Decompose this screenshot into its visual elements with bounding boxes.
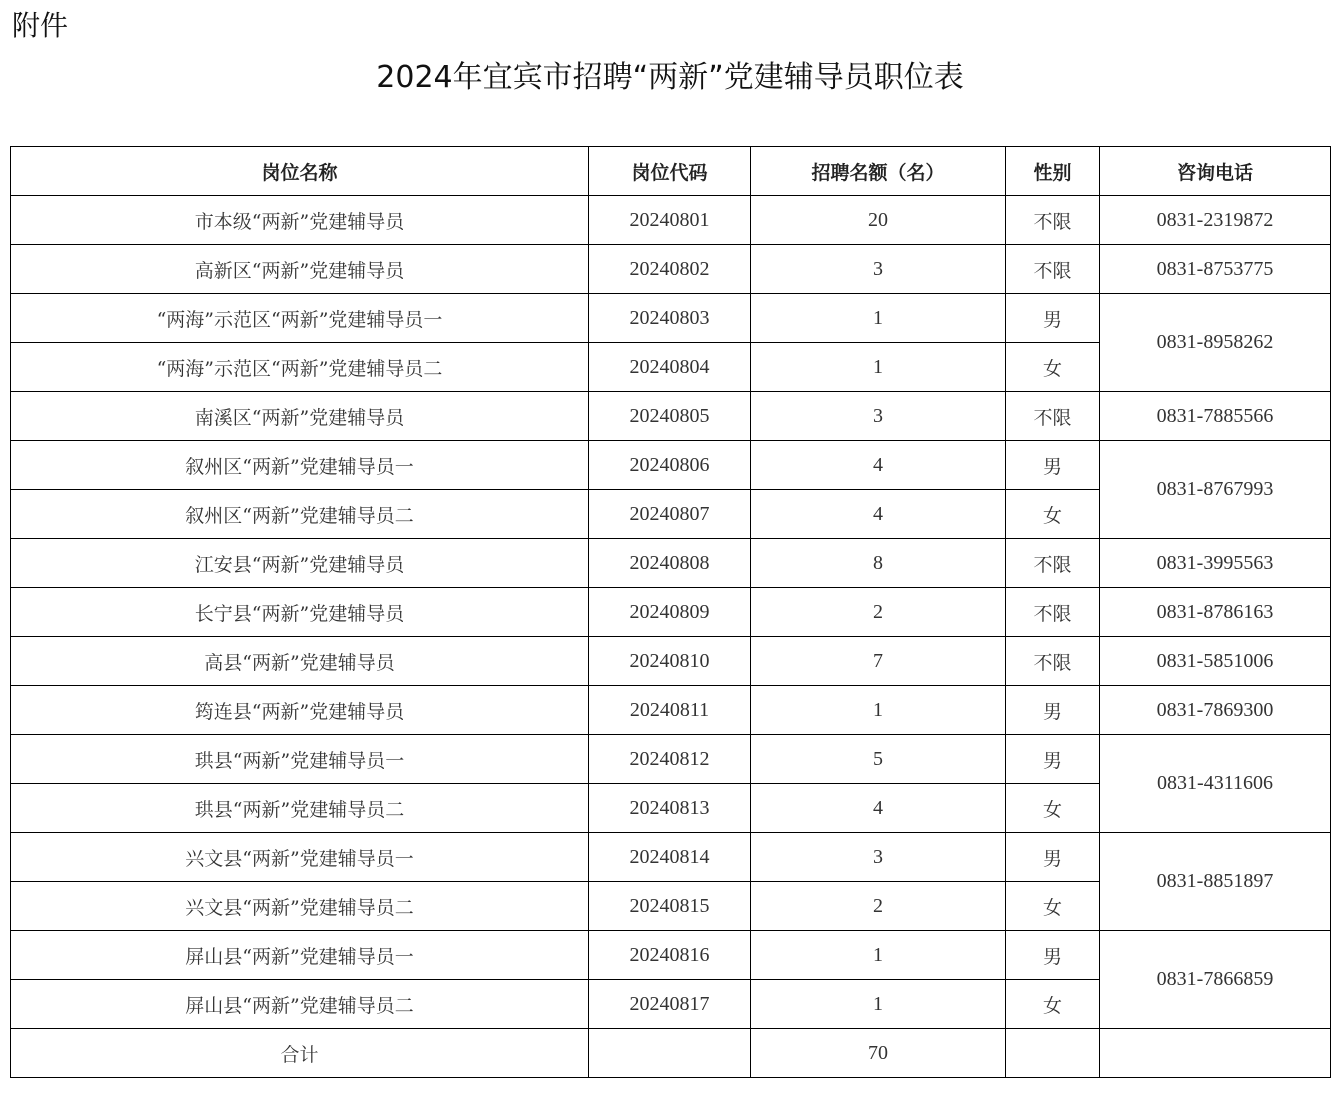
gender: 女: [1006, 490, 1100, 539]
position-code: 20240814: [589, 833, 751, 882]
quota-count: 1: [751, 686, 1006, 735]
total-code-empty: [589, 1029, 751, 1078]
position-name: 叙州区“两新”党建辅导员二: [11, 490, 589, 539]
position-code: 20240816: [589, 931, 751, 980]
position-code: 20240807: [589, 490, 751, 539]
header-quota: 招聘名额（名）: [751, 147, 1006, 196]
phone-number: 0831-5851006: [1100, 637, 1331, 686]
position-code: 20240813: [589, 784, 751, 833]
phone-number: 0831-2319872: [1100, 196, 1331, 245]
total-label: 合计: [11, 1029, 589, 1078]
quota-count: 20: [751, 196, 1006, 245]
position-code: 20240815: [589, 882, 751, 931]
position-name: “两海”示范区“两新”党建辅导员二: [11, 343, 589, 392]
quota-count: 1: [751, 343, 1006, 392]
position-code: 20240806: [589, 441, 751, 490]
position-code: 20240817: [589, 980, 751, 1029]
header-phone: 咨询电话: [1100, 147, 1331, 196]
gender: 不限: [1006, 245, 1100, 294]
gender: 不限: [1006, 637, 1100, 686]
quota-count: 1: [751, 294, 1006, 343]
quota-count: 7: [751, 637, 1006, 686]
position-name: 南溪区“两新”党建辅导员: [11, 392, 589, 441]
position-code: 20240808: [589, 539, 751, 588]
phone-number: 0831-7869300: [1100, 686, 1331, 735]
position-name: 筠连县“两新”党建辅导员: [11, 686, 589, 735]
position-code: 20240811: [589, 686, 751, 735]
total-quota: 70: [751, 1029, 1006, 1078]
position-code: 20240803: [589, 294, 751, 343]
quota-count: 5: [751, 735, 1006, 784]
gender: 女: [1006, 343, 1100, 392]
table-row: [11, 196, 1331, 245]
table-row: [11, 833, 1331, 882]
table-row: [11, 931, 1331, 980]
table-row: [11, 686, 1331, 735]
position-name: 长宁县“两新”党建辅导员: [11, 588, 589, 637]
phone-number: 0831-8851897: [1100, 833, 1331, 931]
position-name: 兴文县“两新”党建辅导员一: [11, 833, 589, 882]
gender: 女: [1006, 980, 1100, 1029]
position-name: 江安县“两新”党建辅导员: [11, 539, 589, 588]
phone-number: 0831-7866859: [1100, 931, 1331, 1029]
position-name: 市本级“两新”党建辅导员: [11, 196, 589, 245]
table-row: [11, 441, 1331, 490]
table-row: [11, 294, 1331, 343]
phone-number: 0831-3995563: [1100, 539, 1331, 588]
table-row: [11, 392, 1331, 441]
page-title: 2024年宜宾市招聘“两新”党建辅导员职位表: [376, 60, 964, 95]
position-name: “两海”示范区“两新”党建辅导员一: [11, 294, 589, 343]
quota-count: 1: [751, 980, 1006, 1029]
total-row: [11, 1029, 1331, 1078]
quota-count: 1: [751, 931, 1006, 980]
gender: 不限: [1006, 588, 1100, 637]
table-header-row: [11, 147, 1331, 196]
position-name: 屏山县“两新”党建辅导员一: [11, 931, 589, 980]
position-table: [10, 146, 1331, 1078]
position-name: 兴文县“两新”党建辅导员二: [11, 882, 589, 931]
quota-count: 3: [751, 392, 1006, 441]
gender: 男: [1006, 735, 1100, 784]
quota-count: 3: [751, 833, 1006, 882]
phone-number: 0831-8753775: [1100, 245, 1331, 294]
gender: 男: [1006, 931, 1100, 980]
position-name: 高新区“两新”党建辅导员: [11, 245, 589, 294]
phone-number: 0831-8958262: [1100, 294, 1331, 392]
position-name: 叙州区“两新”党建辅导员一: [11, 441, 589, 490]
gender: 女: [1006, 784, 1100, 833]
position-code: 20240801: [589, 196, 751, 245]
position-code: 20240812: [589, 735, 751, 784]
quota-count: 2: [751, 588, 1006, 637]
quota-count: 8: [751, 539, 1006, 588]
phone-number: 0831-8786163: [1100, 588, 1331, 637]
gender: 不限: [1006, 392, 1100, 441]
position-code: 20240810: [589, 637, 751, 686]
table-row: [11, 588, 1331, 637]
phone-number: 0831-7885566: [1100, 392, 1331, 441]
header-position-name: 岗位名称: [11, 147, 589, 196]
position-name: 珙县“两新”党建辅导员一: [11, 735, 589, 784]
position-name: 高县“两新”党建辅导员: [11, 637, 589, 686]
table-row: [11, 735, 1331, 784]
table-row: [11, 539, 1331, 588]
gender: 女: [1006, 882, 1100, 931]
position-code: 20240804: [589, 343, 751, 392]
position-code: 20240802: [589, 245, 751, 294]
attachment-label: 附件: [12, 9, 69, 42]
table-row: [11, 637, 1331, 686]
position-code: 20240809: [589, 588, 751, 637]
gender: 男: [1006, 686, 1100, 735]
quota-count: 4: [751, 784, 1006, 833]
gender: 男: [1006, 441, 1100, 490]
gender: 男: [1006, 294, 1100, 343]
table-row: [11, 245, 1331, 294]
phone-number: 0831-4311606: [1100, 735, 1331, 833]
quota-count: 3: [751, 245, 1006, 294]
gender: 不限: [1006, 196, 1100, 245]
header-position-code: 岗位代码: [589, 147, 751, 196]
quota-count: 4: [751, 490, 1006, 539]
gender: 不限: [1006, 539, 1100, 588]
position-code: 20240805: [589, 392, 751, 441]
total-gender-empty: [1006, 1029, 1100, 1078]
total-phone-empty: [1100, 1029, 1331, 1078]
header-gender: 性别: [1006, 147, 1100, 196]
quota-count: 4: [751, 441, 1006, 490]
position-name: 屏山县“两新”党建辅导员二: [11, 980, 589, 1029]
quota-count: 2: [751, 882, 1006, 931]
gender: 男: [1006, 833, 1100, 882]
position-name: 珙县“两新”党建辅导员二: [11, 784, 589, 833]
phone-number: 0831-8767993: [1100, 441, 1331, 539]
